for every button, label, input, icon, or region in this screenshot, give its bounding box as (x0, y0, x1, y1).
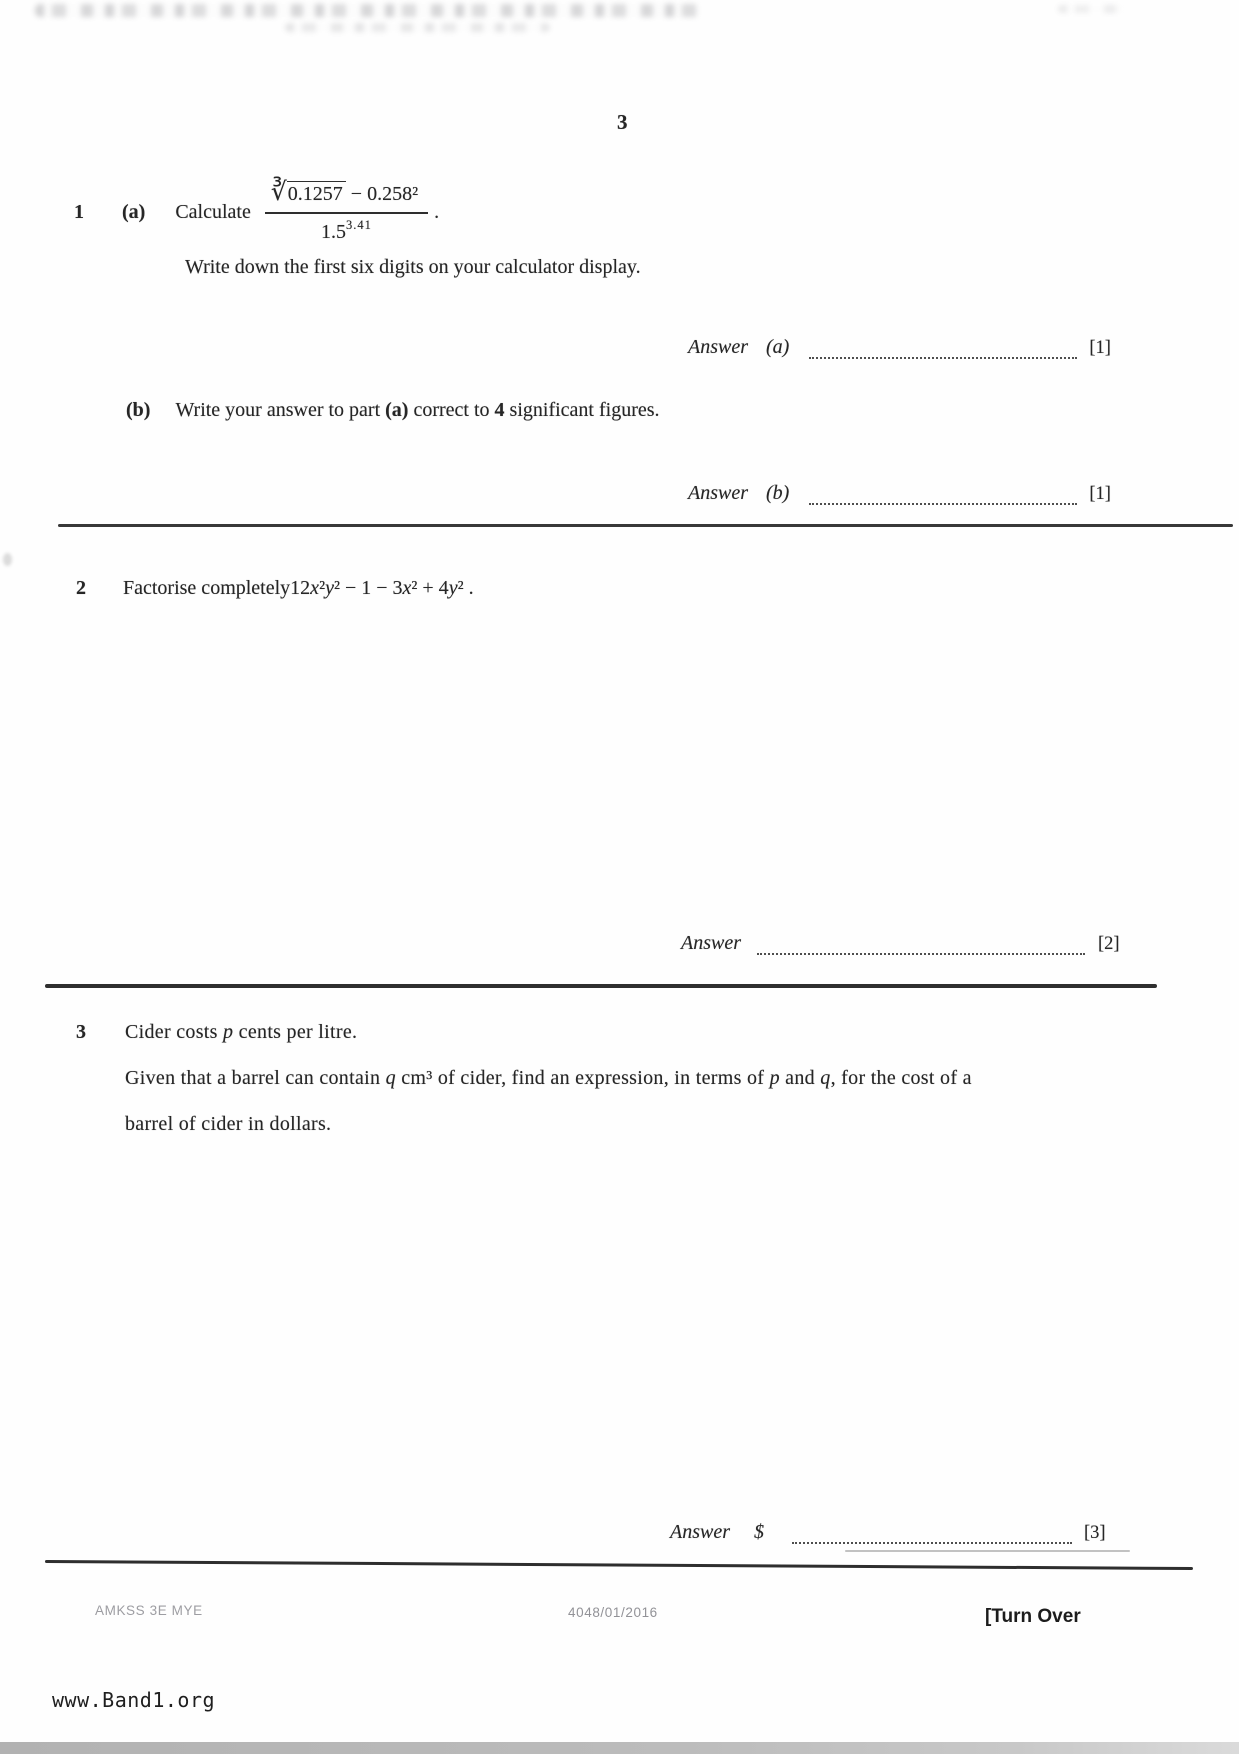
after-fraction-period: . (434, 201, 440, 223)
answer-blank-line (792, 1527, 1072, 1544)
answer-row-1b (688, 482, 1111, 505)
answer-label: Answer (681, 932, 741, 954)
question-1-number: 1 (74, 201, 84, 223)
question-3-line1: Cider costs p cents per litre. (125, 1021, 358, 1043)
denominator-exponent: 3.41 (346, 218, 372, 232)
radicand: 0.1257 (287, 181, 346, 205)
bleed-through-smudge (285, 23, 550, 32)
footer-divider (45, 1560, 1193, 1570)
question-1a-instruction: Write down the first six digits on your calculator display. (185, 256, 641, 278)
marks-badge: [1] (1089, 338, 1111, 358)
part-b-label: (b) (126, 399, 151, 421)
scan-edge-strip (0, 1742, 1239, 1754)
answer-blank-line (809, 342, 1077, 359)
answer-row-3 (670, 1521, 1106, 1544)
question-2-lead: Factorise completely (123, 577, 291, 599)
turn-over-label: [Turn Over (985, 1606, 1081, 1627)
footer-divider-faint (845, 1550, 1130, 1552)
question-1b-text: Write your answer to part (a) correct to 4 significant figures. (175, 399, 660, 421)
section-divider (45, 984, 1157, 988)
bleed-through-smudge (1058, 5, 1124, 13)
bleed-through-smudge (35, 4, 700, 17)
answer-part-label: (b) (766, 482, 790, 504)
section-divider (58, 524, 1233, 527)
cube-root-sign: ∛ (270, 179, 287, 206)
question-2-expression: 12x²y² − 1 − 3x² + 4y² . (290, 577, 474, 599)
footer-school-code: AMKSS 3E MYE (95, 1603, 203, 1618)
fraction-denominator (321, 214, 372, 245)
website-watermark: www.Band1.org (52, 1688, 216, 1712)
answer-row-1a (688, 336, 1111, 359)
dollar-sign: $ (754, 1521, 764, 1543)
page-number: 3 (617, 110, 628, 134)
answer-label: Answer (670, 1521, 730, 1543)
fraction-numerator (265, 180, 428, 214)
question-3-line3: barrel of cider in dollars. (125, 1113, 332, 1135)
part-a-label: (a) (122, 201, 146, 223)
denominator-base: 1.5 (321, 221, 347, 243)
question-1b-statement (126, 398, 660, 423)
question-2-number: 2 (76, 577, 86, 599)
marks-badge: [2] (1098, 934, 1120, 954)
answer-row-2 (681, 932, 1120, 955)
question-2-statement (76, 576, 474, 601)
fraction (265, 180, 428, 245)
answer-blank-line (809, 488, 1077, 505)
numerator-rest: − 0.258² (345, 183, 419, 205)
answer-blank-line (757, 938, 1085, 955)
answer-label: Answer (688, 482, 748, 504)
question-3-line2: Given that a barrel can contain q cm³ of cider, find an expression, in terms of p and q, for the cost of a (125, 1067, 972, 1089)
question-1a-statement (74, 180, 439, 245)
question-1a-lead: Calculate (175, 201, 251, 223)
marks-badge: [1] (1089, 484, 1111, 504)
marks-badge: [3] (1084, 1523, 1106, 1543)
answer-label: Answer (688, 336, 748, 358)
question-3-number: 3 (76, 1021, 86, 1043)
answer-part-label: (a) (766, 336, 790, 358)
scan-speck (3, 553, 12, 566)
footer-paper-code: 4048/01/2016 (568, 1605, 658, 1620)
